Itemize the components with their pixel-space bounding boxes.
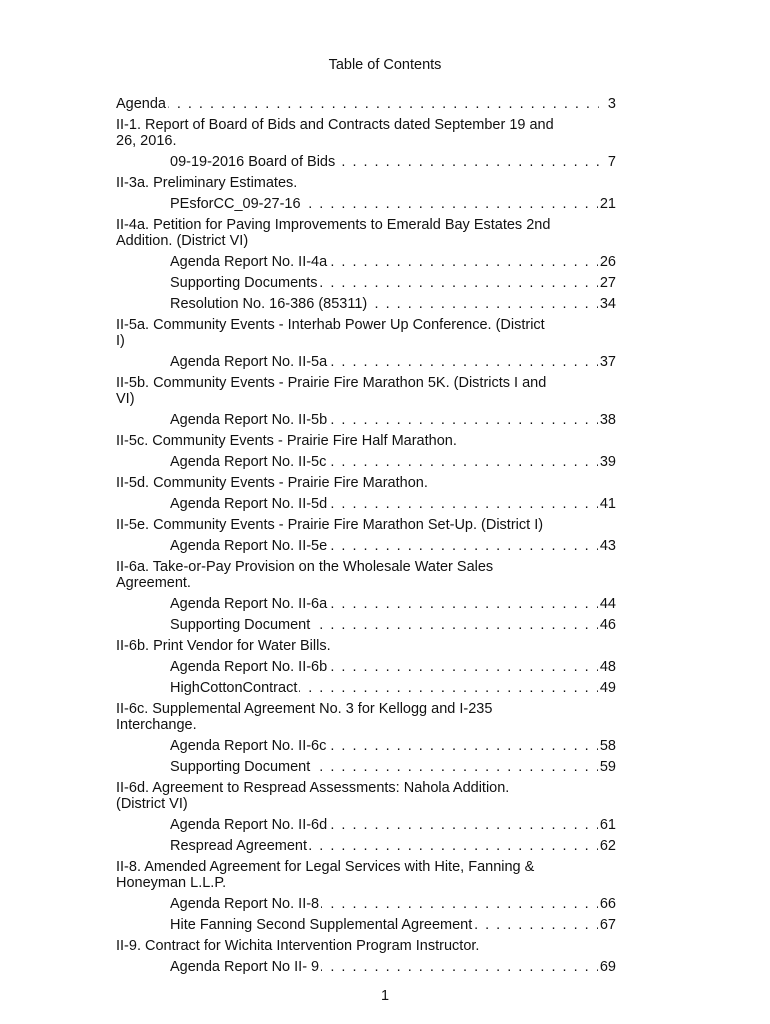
dot-leader xyxy=(116,96,599,112)
toc-entry-page: 21 xyxy=(599,196,616,212)
toc-section-heading: II-6d. Agreement to Respread Assessments: Nahola Addition. (District VI) xyxy=(116,780,510,812)
toc-entry[interactable] xyxy=(170,838,616,854)
toc-entry-label: Agenda Report No. II-6d xyxy=(170,817,328,833)
toc-entry[interactable] xyxy=(170,538,616,554)
toc-entry-page: 69 xyxy=(599,959,616,975)
toc-entry-page: 41 xyxy=(599,496,616,512)
toc-entry-page: 37 xyxy=(599,354,616,370)
toc-entry-label: Agenda Report No. II-6a xyxy=(170,596,328,612)
toc-entry[interactable] xyxy=(170,354,616,370)
toc-entry-page: 44 xyxy=(599,596,616,612)
page-title: Table of Contents xyxy=(328,57,442,73)
toc-entry-label: Hite Fanning Second Supplemental Agreement xyxy=(170,917,473,933)
toc-entry-label: 09-19-2016 Board of Bids xyxy=(170,154,336,170)
toc-entry[interactable] xyxy=(170,738,616,754)
toc-entry-label: Agenda Report No. II-5d xyxy=(170,496,328,512)
toc-entry-page: 48 xyxy=(599,659,616,675)
toc-entry-page: 3 xyxy=(607,96,616,112)
toc-entry-label: PEsforCC_09-27-16 xyxy=(170,196,301,212)
toc-entry-label: HighCottonContract xyxy=(170,680,298,696)
toc-entry-page: 43 xyxy=(599,538,616,554)
toc-section-heading: II-5c. Community Events - Prairie Fire Half Marathon. xyxy=(116,433,457,449)
toc-entry[interactable] xyxy=(116,96,616,112)
toc-section-heading: II-6a. Take-or-Pay Provision on the Wholesale Water Sales Agreement. xyxy=(116,559,494,591)
toc-entry[interactable] xyxy=(170,680,616,696)
toc-entry-page: 38 xyxy=(599,412,616,428)
toc-entry-page: 26 xyxy=(599,254,616,270)
toc-entry[interactable] xyxy=(170,817,616,833)
toc-entry[interactable] xyxy=(170,412,616,428)
toc-entry-label: Supporting Document xyxy=(170,617,311,633)
toc-section-heading: II-5e. Community Events - Prairie Fire Marathon Set-Up. (District I) xyxy=(116,517,544,533)
table-of-contents xyxy=(116,96,616,975)
toc-section-heading: II-5b. Community Events - Prairie Fire Marathon 5K. (Districts I and VI) xyxy=(116,375,547,407)
toc-entry-page: 62 xyxy=(599,838,616,854)
toc-entry-page: 46 xyxy=(599,617,616,633)
toc-entry-label: Agenda Report No. II-5b xyxy=(170,412,328,428)
toc-entry-page: 34 xyxy=(599,296,616,312)
toc-entry-page: 59 xyxy=(599,759,616,775)
toc-entry-label: Agenda Report No. II-6c xyxy=(170,738,327,754)
toc-entry[interactable] xyxy=(170,759,616,775)
toc-entry-page: 66 xyxy=(599,896,616,912)
toc-entry-label: Resolution No. 16-386 (85311) xyxy=(170,296,368,312)
toc-entry-label: Supporting Documents xyxy=(170,275,318,291)
toc-entry-page: 67 xyxy=(599,917,616,933)
toc-section-heading: II-5a. Community Events - Interhab Power Up Conference. (District I) xyxy=(116,317,545,349)
toc-entry-page: 58 xyxy=(599,738,616,754)
toc-entry[interactable] xyxy=(170,959,616,975)
toc-section-heading: II-1. Report of Board of Bids and Contracts dated September 19 and 26, 2016. xyxy=(116,117,554,149)
toc-section-heading: II-4a. Petition for Paving Improvements to Emerald Bay Estates 2nd Addition. (District VI) xyxy=(116,217,551,249)
toc-entry-label: Agenda Report No. II-4a xyxy=(170,254,328,270)
toc-entry-page: 49 xyxy=(599,680,616,696)
toc-entry-label: Agenda Report No. II-5c xyxy=(170,454,327,470)
toc-entry-label: Agenda Report No. II-6b xyxy=(170,659,328,675)
toc-entry[interactable] xyxy=(170,275,616,291)
toc-entry-label: Agenda xyxy=(116,96,166,112)
toc-entry-label: Agenda Report No II- 9 xyxy=(170,959,320,975)
toc-section-heading: II-5d. Community Events - Prairie Fire Marathon. xyxy=(116,475,428,491)
toc-entry-label: Agenda Report No. II-8 xyxy=(170,896,320,912)
toc-entry-label: Agenda Report No. II-5e xyxy=(170,538,328,554)
toc-entry[interactable] xyxy=(170,296,616,312)
page-number: 1 xyxy=(380,988,390,1004)
toc-entry[interactable] xyxy=(170,496,616,512)
toc-entry[interactable] xyxy=(170,617,616,633)
toc-entry[interactable] xyxy=(170,596,616,612)
toc-entry[interactable] xyxy=(170,154,616,170)
toc-entry[interactable] xyxy=(170,917,616,933)
toc-entry-page: 39 xyxy=(599,454,616,470)
toc-section-heading: II-6c. Supplemental Agreement No. 3 for Kellogg and I-235 Interchange. xyxy=(116,701,493,733)
toc-entry-label: Respread Agreement xyxy=(170,838,308,854)
toc-entry[interactable] xyxy=(170,454,616,470)
toc-entry[interactable] xyxy=(170,659,616,675)
toc-entry[interactable] xyxy=(170,896,616,912)
toc-entry-label: Agenda Report No. II-5a xyxy=(170,354,328,370)
toc-entry-page: 7 xyxy=(607,154,616,170)
toc-entry-label: Supporting Document xyxy=(170,759,311,775)
toc-entry-page: 61 xyxy=(599,817,616,833)
toc-entry[interactable] xyxy=(170,254,616,270)
toc-entry[interactable] xyxy=(170,196,616,212)
toc-section-heading: II-9. Contract for Wichita Intervention Program Instructor. xyxy=(116,938,480,954)
toc-entry-page: 27 xyxy=(599,275,616,291)
toc-section-heading: II-3a. Preliminary Estimates. xyxy=(116,175,298,191)
toc-section-heading: II-8. Amended Agreement for Legal Services with Hite, Fanning & Honeyman L.L.P. xyxy=(116,859,535,891)
toc-section-heading: II-6b. Print Vendor for Water Bills. xyxy=(116,638,331,654)
